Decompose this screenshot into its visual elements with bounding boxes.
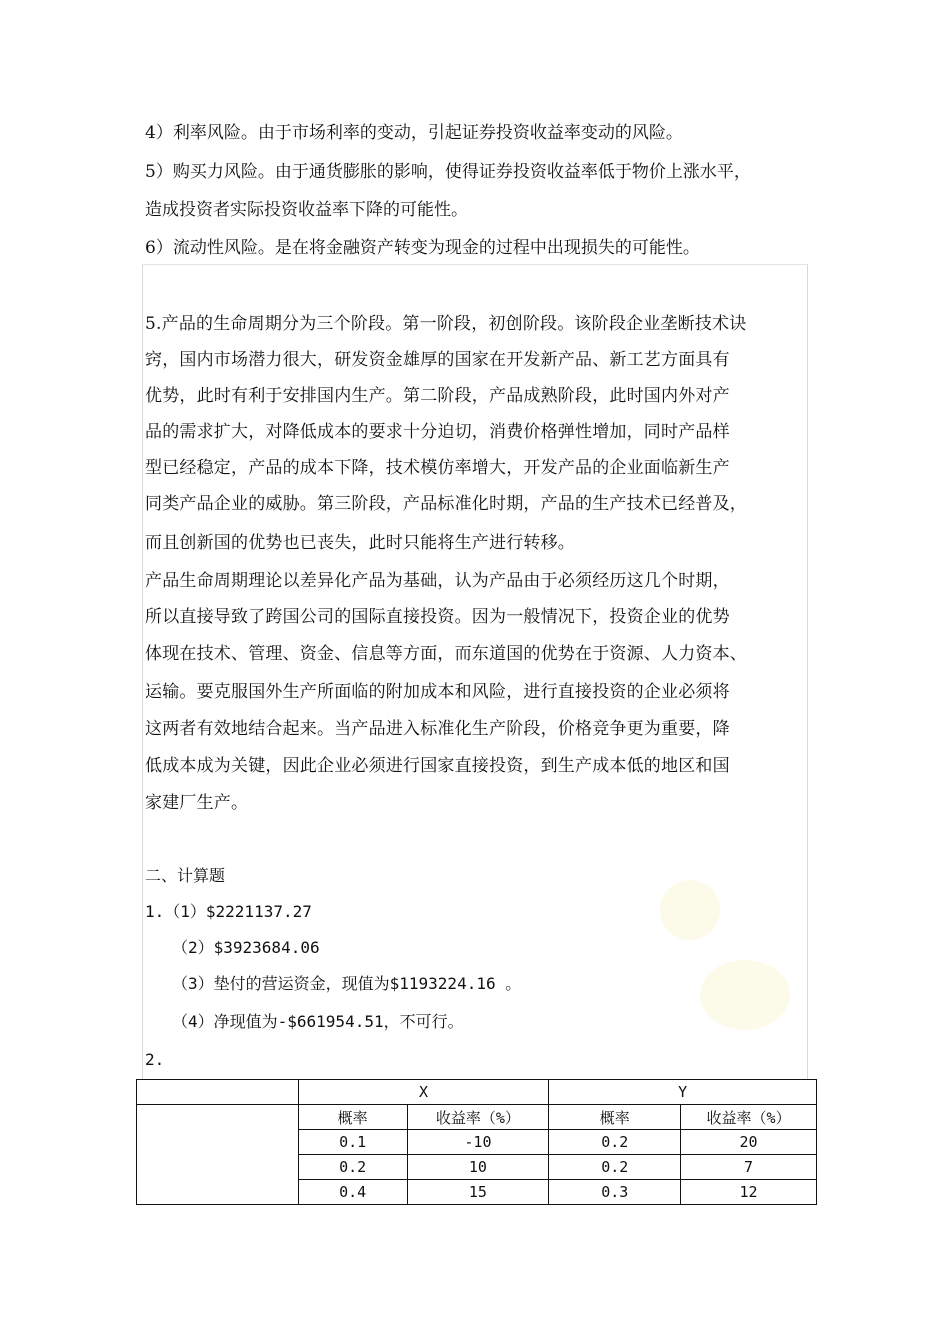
column-header: 概率 (298, 1105, 407, 1130)
answer-1-2: （2）$3923684.06 (172, 938, 320, 957)
answer-1-4: （4）净现值为-$661954.51，不可行。 (172, 1012, 464, 1031)
answer-line: 产品生命周期理论以差异化产品为基础，认为产品由于必须经历这几个时期， (145, 571, 730, 591)
answer-line: 所以直接导致了跨国公司的国际直接投资。因为一般情况下，投资企业的优势 (145, 607, 730, 627)
table-corner-cell (137, 1080, 299, 1105)
table-header-row (137, 1105, 817, 1130)
answer-line: 优势，此时有利于安排国内生产。第二阶段，产品成熟阶段，此时国内外对产 (145, 386, 730, 406)
answer-1-1: 1.（1）$2221137.27 (145, 902, 312, 921)
column-header: 收益率（%） (407, 1105, 549, 1130)
answer-1-3: （3）垫付的营运资金，现值为$1193224.16 。 (172, 974, 522, 993)
answer-line: 5.产品的生命周期分为三个阶段。第一阶段，初创阶段。该阶段企业垄断技术诀 (145, 314, 747, 334)
group-y-header: Y (549, 1080, 817, 1105)
answer-line: 而且创新国的优势也已丧失，此时只能将生产进行转移。 (145, 533, 575, 553)
table-cell: 15 (407, 1180, 549, 1205)
answer-line: 运输。要克服国外生产所面临的附加成本和风险，进行直接投资的企业必须将 (145, 682, 730, 702)
risk-line: 5）购买力风险。由于通货膨胀的影响，使得证券投资收益率低于物价上涨水平， (145, 162, 751, 182)
column-header: 收益率（%） (681, 1105, 817, 1130)
answer-line: 窍，国内市场潜力很大，研发资金雄厚的国家在开发新产品、新工艺方面具有 (145, 350, 730, 370)
group-x-header: X (298, 1080, 549, 1105)
table-cell: 0.1 (298, 1130, 407, 1155)
answer-line: 同类产品企业的威胁。第三阶段，产品标准化时期，产品的生产技术已经普及， (145, 494, 747, 514)
answer-line: 这两者有效地结合起来。当产品进入标准化生产阶段，价格竞争更为重要，降 (145, 719, 730, 739)
table-cell: 12 (681, 1180, 817, 1205)
section-heading: 二、计算题 (145, 866, 226, 885)
risk-line: 4）利率风险。由于市场利率的变动，引起证券投资收益率变动的风险。 (145, 123, 683, 143)
returns-table (136, 1079, 817, 1205)
answer-line: 型已经稳定，产品的成本下降，技术模仿率增大，开发产品的企业面临新生产 (145, 458, 730, 478)
table-empty-cell (137, 1105, 299, 1205)
answer-line: 低成本成为关键，因此企业必须进行国家直接投资，到生产成本低的地区和国 (145, 756, 730, 776)
table-cell: 7 (681, 1155, 817, 1180)
answer-line: 品的需求扩大，对降低成本的要求十分迫切，消费价格弹性增加，同时产品样 (145, 422, 730, 442)
table-cell: 0.3 (549, 1180, 681, 1205)
answer-2-label: 2. (145, 1050, 165, 1069)
table-cell: 0.2 (549, 1130, 681, 1155)
table-cell: 0.2 (298, 1155, 407, 1180)
risk-line: 造成投资者实际投资收益率下降的可能性。 (145, 200, 468, 220)
table-cell: 20 (681, 1130, 817, 1155)
answer-line: 家建厂生产。 (145, 793, 249, 813)
table-group-row (137, 1080, 817, 1105)
table-cell: 0.2 (549, 1155, 681, 1180)
table-cell: 0.4 (298, 1180, 407, 1205)
column-header: 概率 (549, 1105, 681, 1130)
table-cell: 10 (407, 1155, 549, 1180)
answer-line: 体现在技术、管理、资金、信息等方面，而东道国的优势在于资源、人力资本、 (145, 644, 747, 664)
risk-line: 6）流动性风险。是在将金融资产转变为现金的过程中出现损失的可能性。 (145, 238, 700, 258)
table-cell: -10 (407, 1130, 549, 1155)
